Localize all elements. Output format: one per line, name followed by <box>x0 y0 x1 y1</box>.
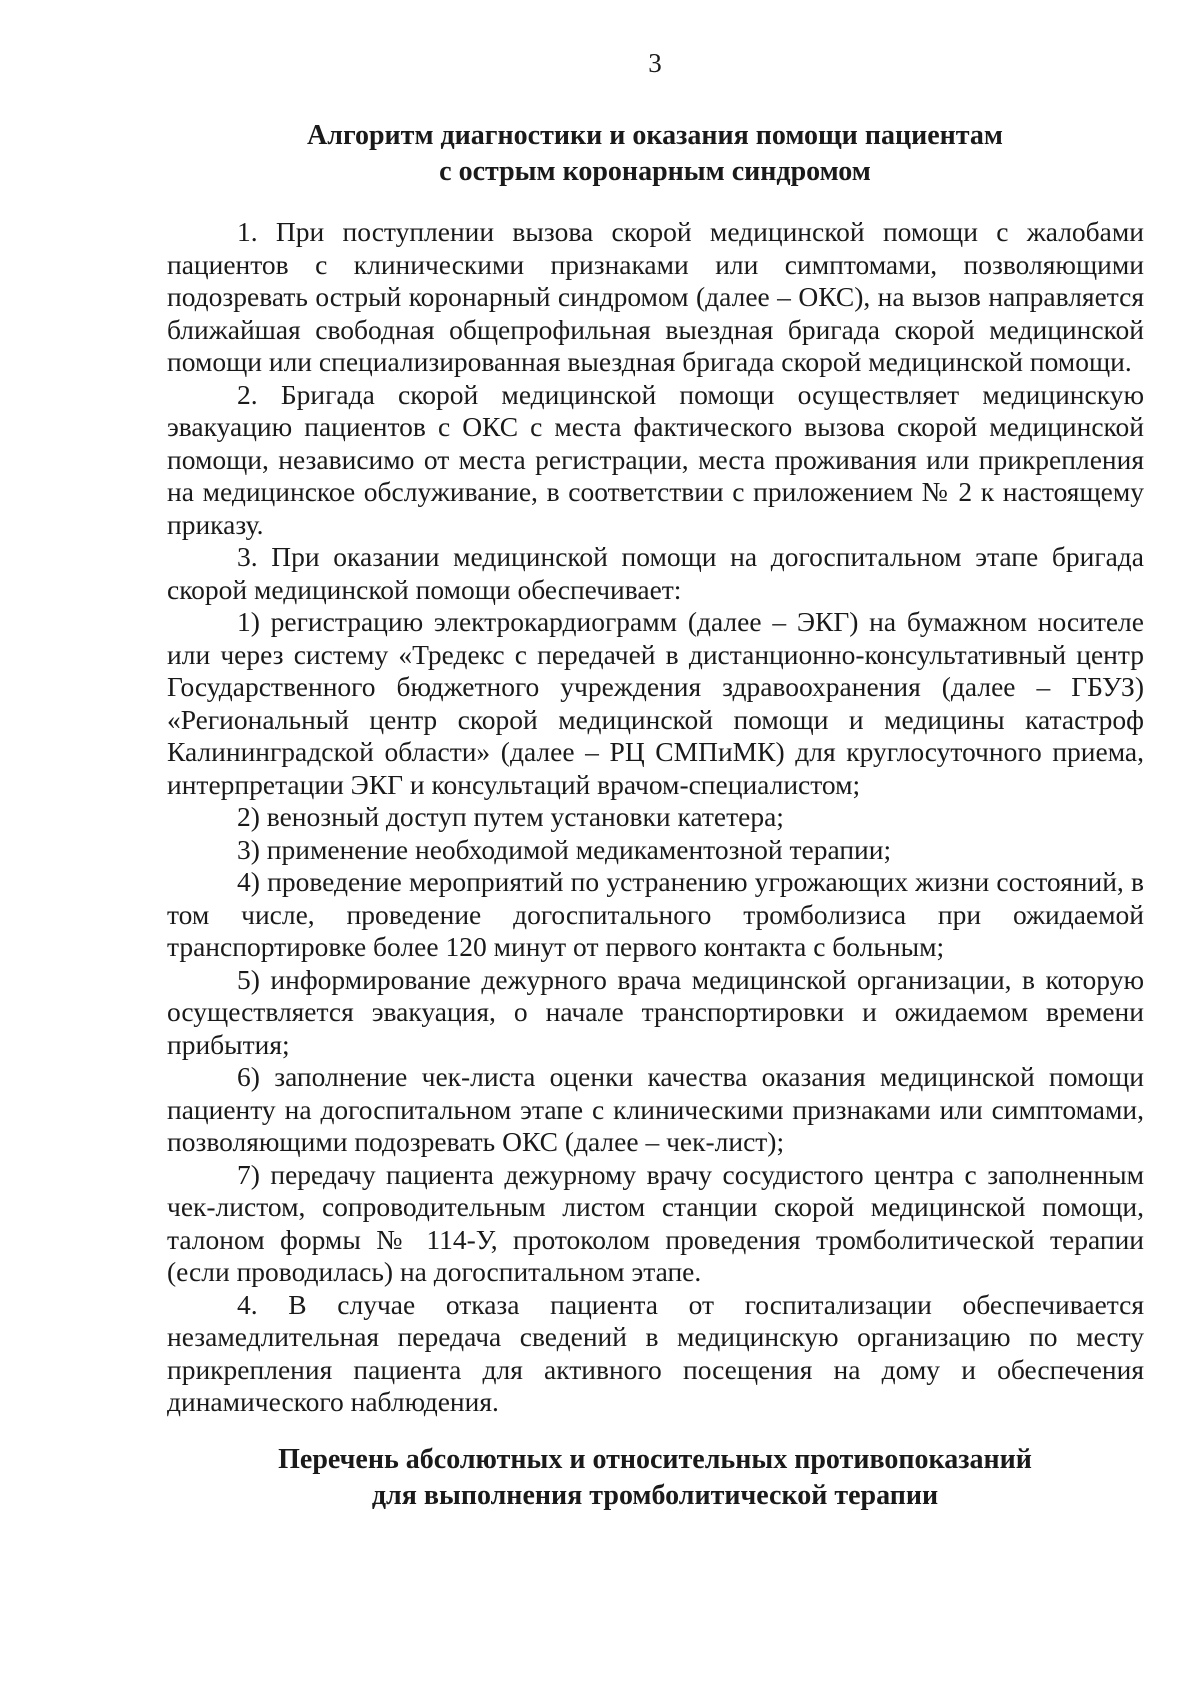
list-item-3: 3) применение необходимой медикаментозной терапии; <box>237 833 892 865</box>
heading-line: Алгоритм диагностики и оказания помощи пациентам <box>307 120 1003 151</box>
document-body <box>167 216 1144 1419</box>
paragraph-4: 4. В случае отказа пациента от госпитализации обеспечивается незамедлительная передача сведений в медицинскую организацию по месту прикрепления пациента для активного посещения на дому и обеспечения динамического наблюдения. <box>167 1288 1144 1417</box>
paragraph-3: 3. При оказании медицинской помощи на догоспитальном этапе бригада скорой медицинской помощи обеспечивает: <box>167 541 1144 605</box>
list-item-5: 5) информирование дежурного врача медицинской организации, в которую осуществляется эвакуация, о начале транспортировки и ожидаемом времени прибытия; <box>167 963 1144 1060</box>
list-item-7: 7) передачу пациента дежурному врачу сосудистого центра с заполненным чек-листом, сопроводительным листом станции скорой медицинской помощи, талоном формы № 114-У, протоколом проведения тромболитической терапии (если проводилась) на догоспитальном этапе. <box>167 1158 1144 1287</box>
section-heading-contraindications <box>150 1442 1160 1514</box>
heading-line: с острым коронарным синдромом <box>439 156 871 187</box>
paragraph-1: 1. При поступлении вызова скорой медицинской помощи с жалобами пациентов с клиническими признаками или симптомами, позволяющими подозревать острый коронарный синдромом (далее – ОКС), на вызов направляется ближайшая свободная общепрофильная выездная бригада скорой медицинской помощи или специализированная выездная бригада скорой медицинской помощи. <box>167 216 1144 377</box>
paragraph-2: 2. Бригада скорой медицинской помощи осуществляет медицинскую эвакуацию пациентов с ОКС с места фактического вызова скорой медицинской помощи, независимо от места регистрации, места проживания или прикрепления на медицинское обслуживание, в соответствии с приложением № 2 к настоящему приказу. <box>167 378 1144 540</box>
heading-line: Перечень абсолютных и относительных противопоказаний <box>278 1444 1032 1475</box>
heading-line: для выполнения тромболитической терапии <box>371 1480 939 1511</box>
list-item-2: 2) венозный доступ путем установки катетера; <box>237 801 784 832</box>
section-heading-algorithm <box>150 118 1160 190</box>
page-number: 3 <box>648 48 662 78</box>
list-item-4: 4) проведение мероприятий по устранению угрожающих жизни состояний, в том числе, проведение догоспитального тромболизиса при ожидаемой транспортировке более 120 минут от первого контакта с больным; <box>167 866 1144 962</box>
list-item-6: 6) заполнение чек-листа оценки качества оказания медицинской помощи пациенту на догоспитальном этапе с клиническими признаками или симптомами, позволяющими подозревать ОКС (далее – чек-лист); <box>167 1061 1144 1157</box>
list-item-1: 1) регистрацию электрокардиограмм (далее – ЭКГ) на бумажном носителе или через систему «Тредекс с передачей в дистанционно-консультативный центр Государственного бюджетного учреждения здравоохранения (далее – ГБУЗ) «Региональный центр скорой медицинской помощи и медицины катастроф Калининградской области» (далее – РЦ СМПиМК) для круглосуточного приема, интерпретации ЭКГ и консультаций врачом-специалистом; <box>167 606 1144 800</box>
